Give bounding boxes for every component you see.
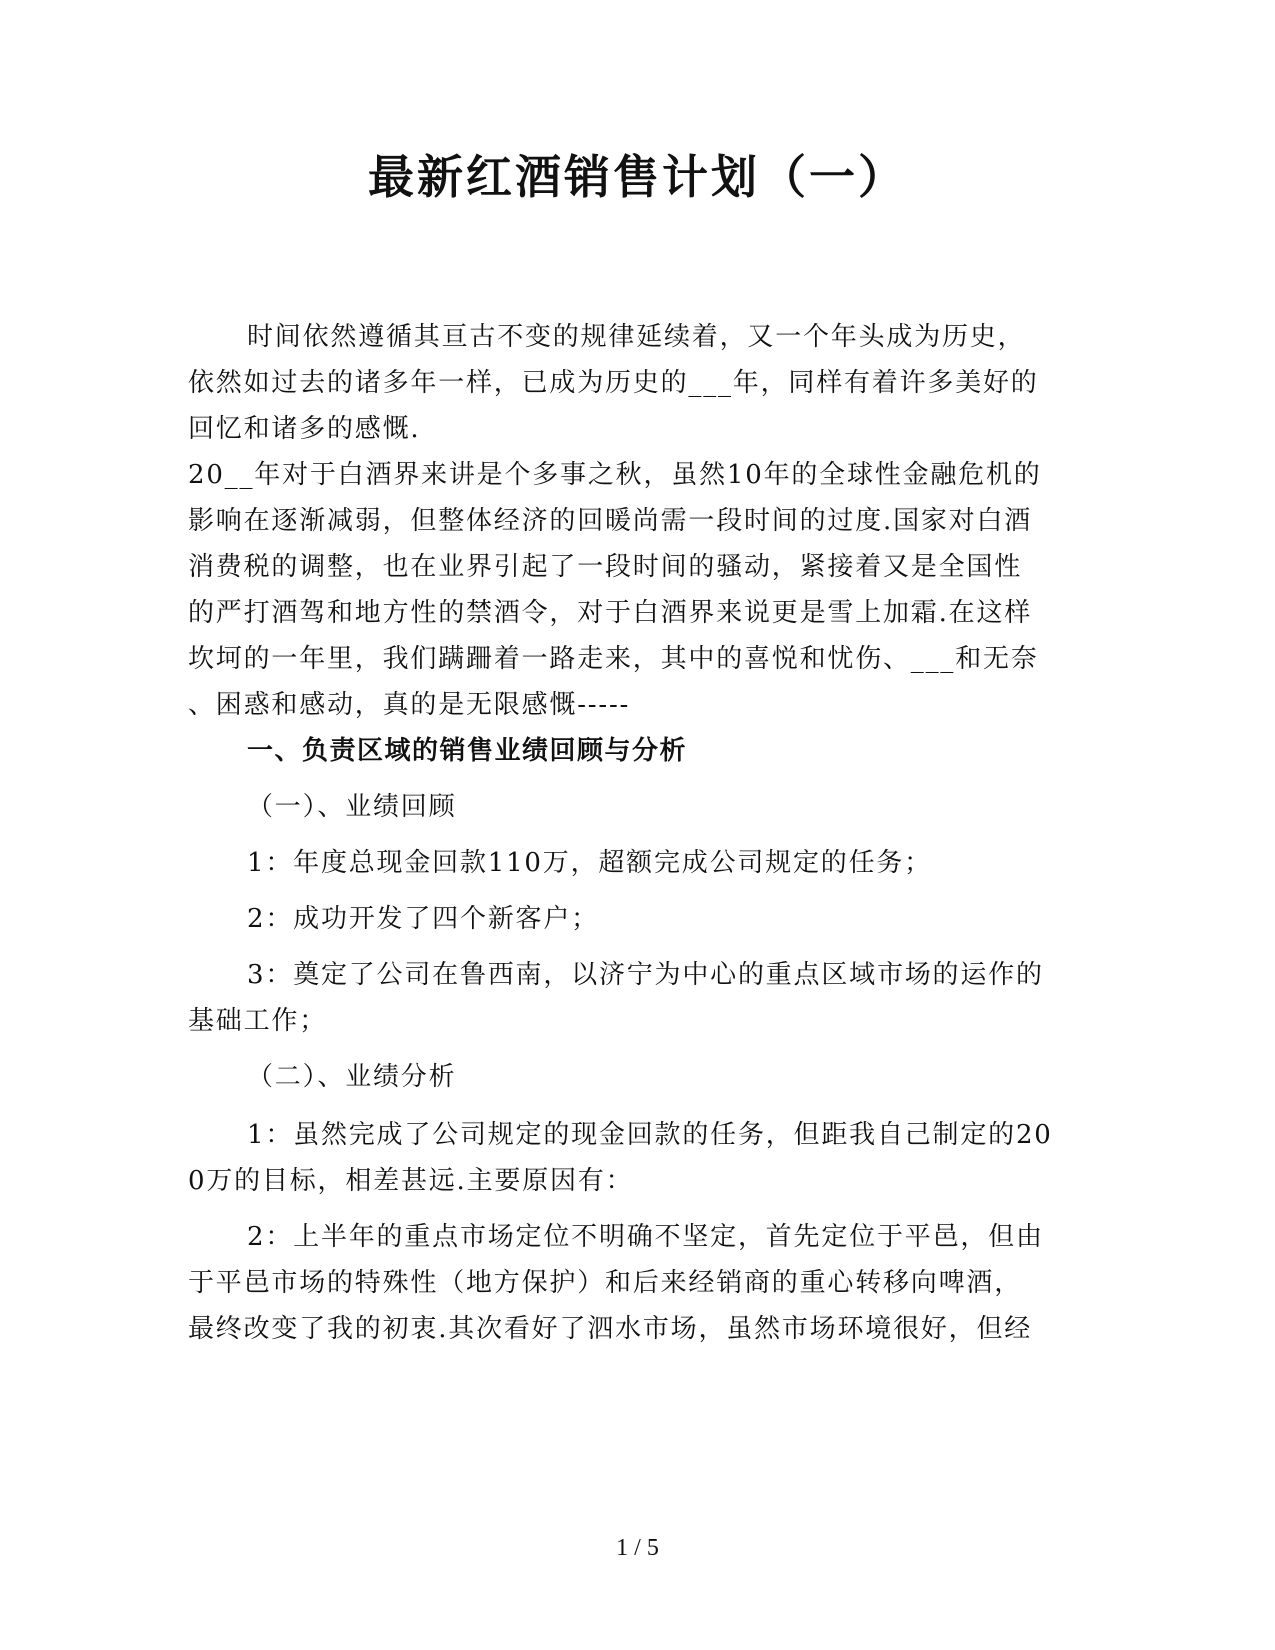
text-line: 回忆和诸多的感慨. [188, 414, 421, 444]
text-line: 最终改变了我的初衷.其次看好了泗水市场，虽然市场环境很好，但经 [188, 1314, 1033, 1344]
list-item [188, 1214, 1073, 1352]
review-item-2 [188, 896, 1073, 942]
list-item [188, 1112, 1073, 1204]
intro-paragraph [188, 314, 1073, 452]
subsection-review [188, 784, 1073, 830]
text-line: 0万的目标，相差甚远.主要原因有： [188, 1166, 634, 1196]
section-one [188, 728, 1073, 774]
text-line: 、困惑和感动，真的是无限感慨----- [188, 690, 631, 720]
text-line: 消费税的调整，也在业界引起了一段时间的骚动，紧接着又是全国性 [188, 552, 1023, 582]
analysis-item-1 [188, 1112, 1073, 1204]
document-title: 最新红酒销售计划（一） [368, 150, 907, 204]
subsection-analysis [188, 1054, 1073, 1100]
background-paragraph [188, 452, 1073, 728]
subsection-heading: （一）、业绩回顾 [247, 792, 457, 822]
text-line: 于平邑市场的特殊性（地方保护）和后来经销商的重心转移向啤酒， [188, 1268, 1023, 1298]
text-line: 时间依然遵循其亘古不变的规律延续着，又一个年头成为历史， [247, 322, 1026, 352]
text-line: 影响在逐渐减弱，但整体经济的回暖尚需一段时间的过度.国家对白酒 [188, 506, 1033, 536]
text-line: 3：奠定了公司在鲁西南，以济宁为中心的重点区域市场的运作的 [247, 960, 1044, 990]
text-line: 20__年对于白酒界来讲是个多事之秋，虽然10年的全球性金融危机的 [188, 460, 1042, 490]
review-item-1 [188, 840, 1073, 886]
page-number: 1 / 5 [616, 1535, 659, 1561]
section-heading: 一、负责区域的销售业绩回顾与分析 [247, 736, 688, 766]
text-line: 1：虽然完成了公司规定的现金回款的任务，但距我自己制定的20 [247, 1120, 1053, 1150]
text-line: 基础工作； [188, 1006, 328, 1036]
analysis-item-2 [188, 1214, 1073, 1352]
review-item-3 [188, 952, 1073, 1044]
subsection-heading: （二）、业绩分析 [247, 1062, 457, 1092]
text-line: 坎坷的一年里，我们蹒跚着一路走来，其中的喜悦和忧伤、___和无奈 [188, 644, 1039, 674]
document-body [188, 314, 1073, 728]
text-line: 的严打酒驾和地方性的禁酒令，对于白酒界来说更是雪上加霜.在这样 [188, 598, 1033, 628]
list-item: 2：成功开发了四个新客户； [247, 904, 599, 934]
text-line: 2：上半年的重点市场定位不明确不坚定，首先定位于平邑，但由 [247, 1222, 1044, 1252]
list-item: 1：年度总现金回款110万，超额完成公司规定的任务； [247, 848, 932, 878]
list-item [188, 952, 1073, 1044]
text-line: 依然如过去的诸多年一样，已成为历史的___年，同样有着许多美好的 [188, 368, 1039, 398]
